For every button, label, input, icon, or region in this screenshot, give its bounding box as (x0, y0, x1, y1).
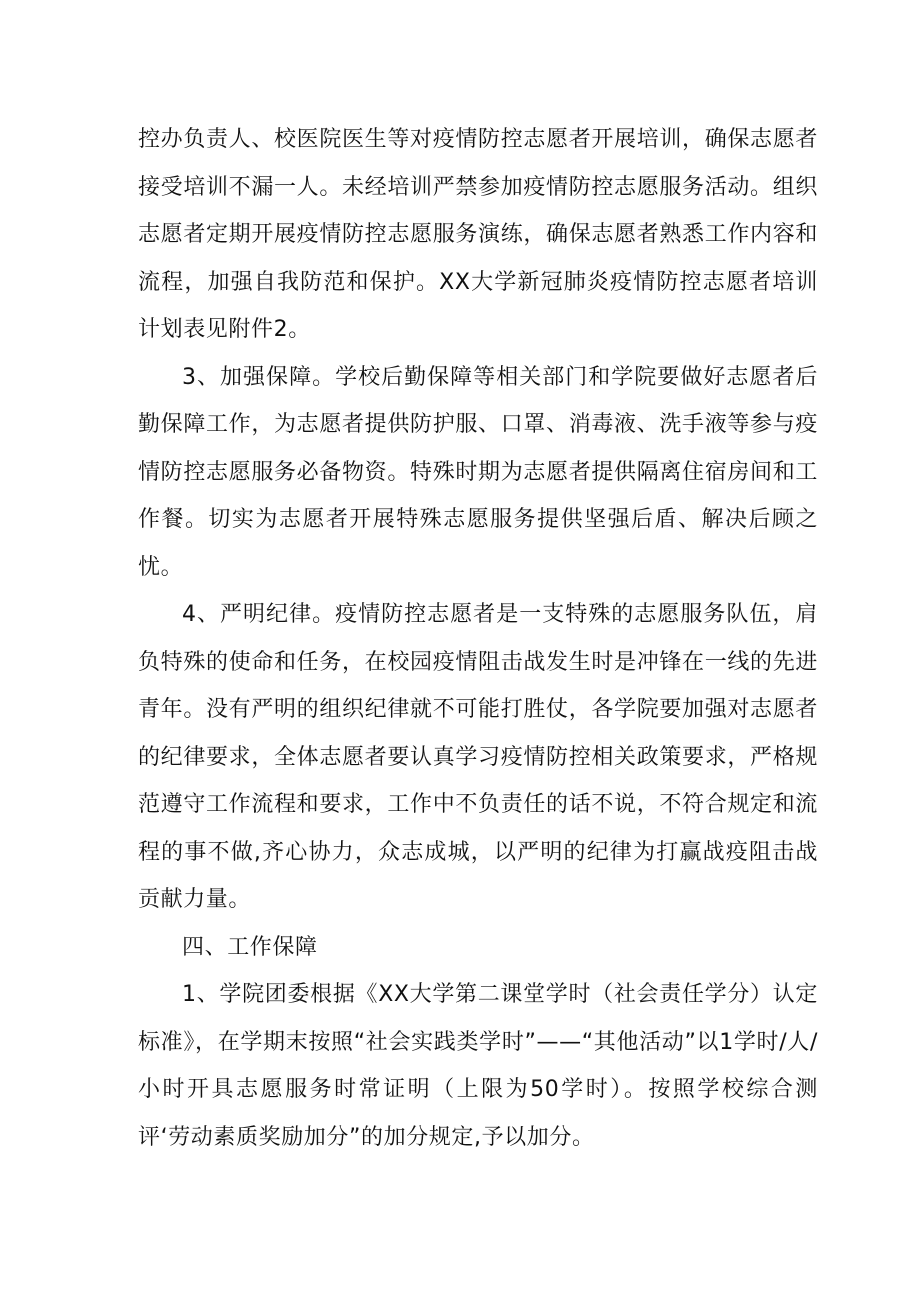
paragraph-training: 控办负责人、校医院医生等对疫情防控志愿者开展培训，确保志愿者接受培训不漏一人。未经培训严禁参加疫情防控志愿服务活动。组织志愿者定期开展疫情防控志愿服务演练，确保志愿者熟悉工作内容和流程，加强自我防范和保护。XX大学新冠肺炎疫情防控志愿者培训计划表见附件2。 (138, 127, 818, 342)
paragraph-discipline: 4、严明纪律。疫情防控志愿者是一支特殊的志愿服务队伍，肩负特殊的使命和任务，在校园疫情阻击战发生时是冲锋在一线的先进青年。没有严明的组织纪律就不可能打胜仗，各学院要加强对志愿者的纪律要求，全体志愿者要认真学习疫情防控相关政策要求，严格规范遵守工作流程和要求，工作中不负责任的话不说，不符合规定和流程的事不做,齐心协力，众志成城，以严明的纪律为打赢战疫阻击战贡献力量。 (138, 602, 818, 912)
section-heading-work-guarantee: 四、工作保障 (182, 934, 318, 960)
document-page (138, 116, 818, 1161)
paragraph-credit-hours: 1、学院团委根据《XX大学第二课堂学时（社会责任学分）认定标准》，在学期末按照“社会实践类学时”——“其他活动”以1学时/人/小时开具志愿服务时常证明（上限为50学时）。按照学校综合测评‘劳动素质奖励加分”的加分规定,予以加分。 (138, 982, 818, 1150)
paragraph-support: 3、加强保障。学校后勤保障等相关部门和学院要做好志愿者后勤保障工作，为志愿者提供防护服、口罩、消毒液、洗手液等参与疫情防控志愿服务必备物资。特殊时期为志愿者提供隔离住宿房间和工作餐。切实为志愿者开展特殊志愿服务提供坚强后盾、解决后顾之忧。 (138, 364, 818, 580)
